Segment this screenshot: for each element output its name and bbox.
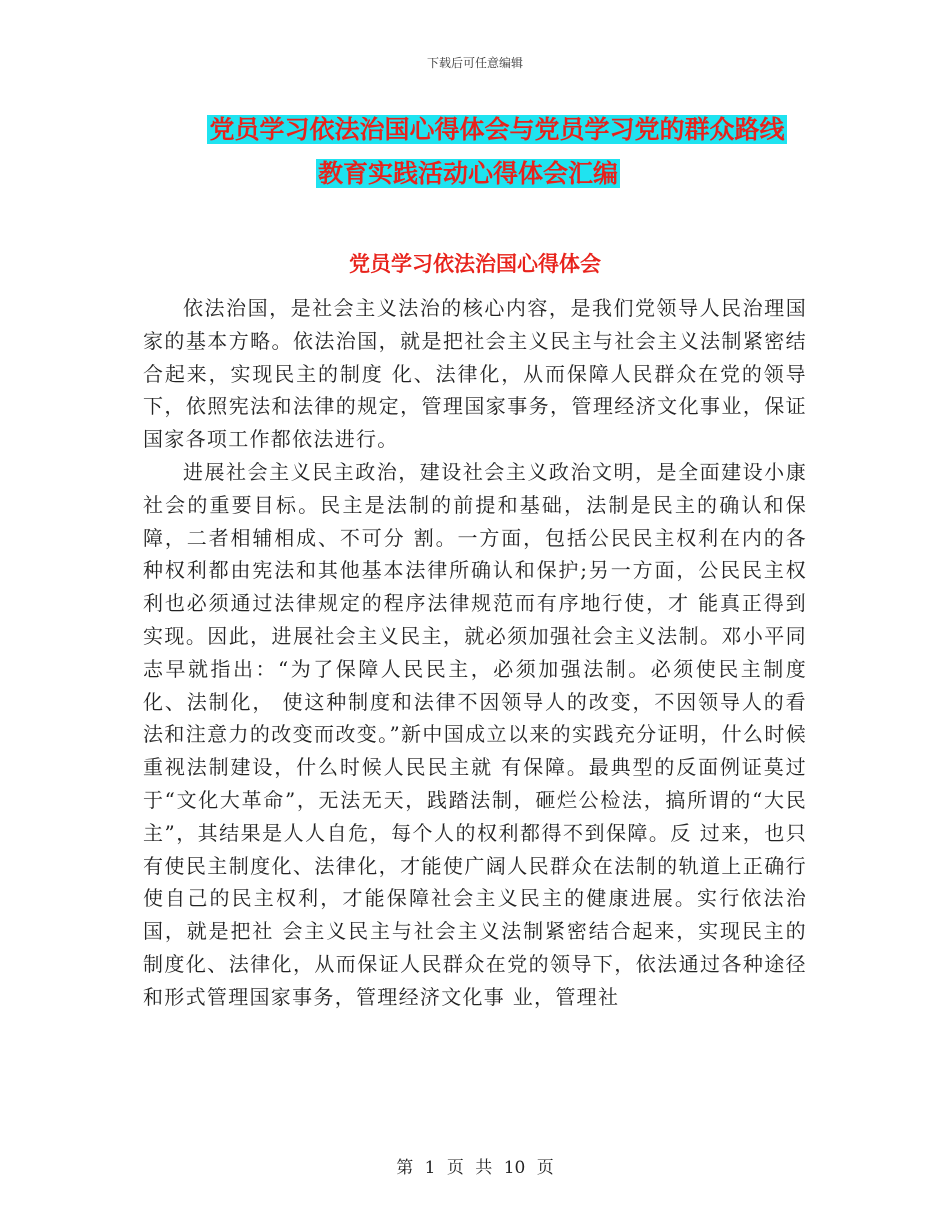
- body-text: [143, 292, 807, 1014]
- document-title-line-1: 党员学习依法治国心得体会与党员学习党的群众路线: [209, 115, 785, 144]
- paragraph: 依法治国，是社会主义法治的核心内容，是我们党领导人民治理国家的基本方略。依法治国，就是把社会主义民主与社会主义法制紧密结合起来，实现民主的制度 化、法律化，从而保障人民群众在党的领导下，依照宪法和法律的规定，管理国家事务，管理经济文化事业，保证国家各项工作都依法进行。: [143, 296, 807, 452]
- paragraph: 进展社会主义民主政治，建设社会主义政治文明，是全面建设小康社会的重要目标。民主是法制的前提和基础，法制是民主的确认和保障，二者相辅相成、不可分 割。一方面，包括公民民主权利在内的各种权利都由宪法和其他基本法律所确认和保护;另一方面，公民民主权利也必须通过法律规定的程序法律规范而有序地行使，才 能真正得到实现。因此，进展社会主义民主，就必须加强社会主义法制。邓小平同志早就指出：“为了保障人民民主，必须加强法制。必须使民主制度化、法制化， 使这种制度和法律不因领导人的改变，不因领导人的看法和注意力的改变而改变。”新中国成立以来的实践充分证明，什么时候重视法制建设，什么时候人民民主就 有保障。最典型的反面例证莫过于“文化大革命”，无法无天，践踏法制，砸烂公检法，搞所谓的“大民主”，其结果是人人自危，每个人的权利都得不到保障。反 过来，也只有使民主制度化、法律化，才能使广阔人民群众在法制的轨道上正确行使自己的民主权利，才能保障社会主义民主的健康进展。实行依法治国，就是把社 会主义民主与社会主义法制紧密结合起来，实现民主的制度化、法律化，从而保证人民群众在党的领导下，依法通过各种途径和形式管理国家事务，管理经济文化事 业，管理社: [143, 459, 807, 1009]
- document-title-line-2: 教育实践活动心得体会汇编: [317, 159, 618, 188]
- header-note: 下载后可任意编辑: [426, 56, 523, 70]
- page-number-footer: 第 1 页 共 10 页: [396, 1158, 554, 1178]
- section-title: 党员学习依法治国心得体会: [349, 252, 601, 276]
- document-title: [0, 108, 950, 196]
